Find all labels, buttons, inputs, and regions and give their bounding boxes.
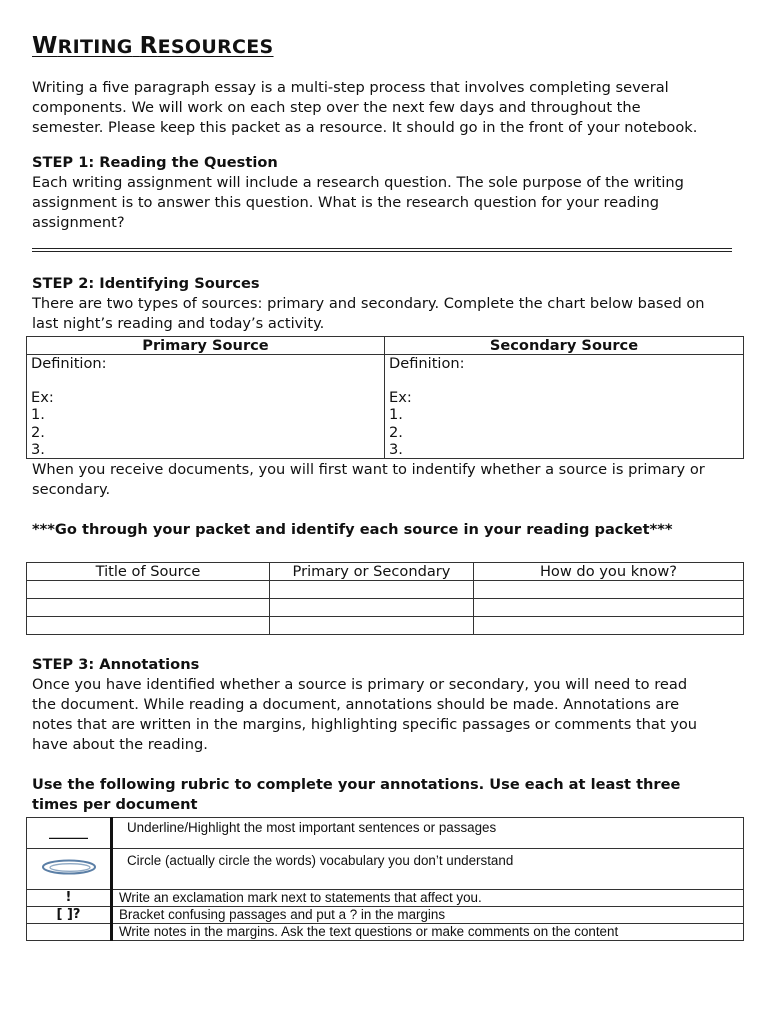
rubric-intro-line: times per document: [32, 796, 198, 813]
step1-line: assignment is to answer this question. What is the research question for your reading: [32, 194, 659, 211]
rubric-intro-line: Use the following rubric to complete your annotations. Use each at least three: [32, 776, 681, 793]
primary-source-header: Primary Source: [27, 337, 385, 355]
step2-after-paragraph: [32, 460, 742, 500]
title-of-source-header: Title of Source: [27, 563, 270, 581]
table-cell[interactable]: [474, 581, 744, 599]
example-number: 2.: [389, 423, 403, 441]
example-number: 2.: [31, 423, 45, 441]
packet-instruction: ***Go through your packet and identify each source in your reading packet***: [32, 521, 673, 538]
table-cell[interactable]: [27, 617, 270, 635]
step2-after-line: When you receive documents, you will first want to indentify whether a source is primary or: [32, 461, 705, 478]
rubric-row: [27, 890, 744, 907]
step3-paragraph: [32, 675, 742, 755]
rubric-row: [27, 818, 744, 849]
example-number: 1.: [389, 406, 403, 424]
bracket-symbol: [ ]?: [27, 907, 112, 924]
table-row: [27, 355, 744, 459]
example-number: 3.: [389, 440, 403, 458]
table-cell[interactable]: [474, 617, 744, 635]
definition-label: Definition:: [31, 355, 107, 372]
exclamation-symbol: !: [27, 890, 112, 907]
rubric-text: Circle (actually circle the words) vocabulary you don’t understand: [112, 849, 744, 890]
table-cell[interactable]: [474, 599, 744, 617]
step1-paragraph: [32, 173, 742, 233]
step1-line: assignment?: [32, 214, 125, 231]
circle-icon: [40, 857, 98, 877]
table-row: [27, 617, 744, 635]
table-cell[interactable]: [270, 617, 474, 635]
step2-line: last night’s reading and today’s activity.: [32, 315, 325, 332]
intro-line: Writing a five paragraph essay is a multi-step process that involves completing several: [32, 79, 669, 96]
step1-heading: STEP 1: Reading the Question: [32, 154, 278, 171]
table-row: [27, 581, 744, 599]
ex-label: Ex:: [31, 389, 54, 407]
identify-sources-table: [26, 562, 744, 635]
step2-paragraph: [32, 294, 742, 334]
intro-line: components. We will work on each step over the next few days and throughout the: [32, 99, 641, 116]
step2-heading: STEP 2: Identifying Sources: [32, 275, 260, 292]
table-row: [27, 599, 744, 617]
rubric-text: Bracket confusing passages and put a ? in the margins: [112, 907, 744, 924]
secondary-source-header: Secondary Source: [385, 337, 744, 355]
table-header-row: [27, 563, 744, 581]
how-do-you-know-header: How do you know?: [474, 563, 744, 581]
table-header-row: [27, 337, 744, 355]
rubric-intro: [32, 775, 742, 815]
notes-symbol: [27, 924, 112, 941]
underline-symbol: ______: [27, 818, 112, 849]
answer-line[interactable]: [32, 248, 732, 252]
step3-heading: STEP 3: Annotations: [32, 656, 200, 673]
rubric-row: [27, 907, 744, 924]
step2-line: There are two types of sources: primary and secondary. Complete the chart below based on: [32, 295, 705, 312]
annotation-rubric-table: [26, 817, 744, 941]
step3-line: have about the reading.: [32, 736, 208, 753]
table-cell[interactable]: [27, 581, 270, 599]
example-number: 3.: [31, 440, 45, 458]
circle-symbol-cell: [27, 849, 112, 890]
example-number: 1.: [31, 406, 45, 424]
rubric-text: Underline/Highlight the most important sentences or passages: [112, 818, 744, 849]
primary-or-secondary-header: Primary or Secondary: [270, 563, 474, 581]
intro-line: semester. Please keep this packet as a resource. It should go in the front of your notebook.: [32, 119, 698, 136]
ex-label: Ex:: [389, 389, 412, 407]
table-cell[interactable]: [270, 581, 474, 599]
source-types-table: [26, 336, 744, 459]
step3-line: Once you have identified whether a source is primary or secondary, you will need to read: [32, 676, 688, 693]
step1-line: Each writing assignment will include a research question. The sole purpose of the writing: [32, 174, 684, 191]
primary-source-cell[interactable]: [27, 355, 385, 459]
rubric-text: Write an exclamation mark next to statements that affect you.: [112, 890, 744, 907]
secondary-source-cell[interactable]: [385, 355, 744, 459]
intro-paragraph: [32, 78, 742, 138]
definition-label: Definition:: [389, 355, 465, 372]
table-cell[interactable]: [270, 599, 474, 617]
step2-after-line: secondary.: [32, 481, 111, 498]
rubric-row: [27, 924, 744, 941]
page-title: WRITING RESOURCES: [32, 33, 274, 59]
table-cell[interactable]: [27, 599, 270, 617]
step3-line: notes that are written in the margins, highlighting specific passages or comments that you: [32, 716, 698, 733]
step3-line: the document. While reading a document, annotations should be made. Annotations are: [32, 696, 680, 713]
rubric-row: [27, 849, 744, 890]
rubric-text: Write notes in the margins. Ask the text questions or make comments on the content: [112, 924, 744, 941]
